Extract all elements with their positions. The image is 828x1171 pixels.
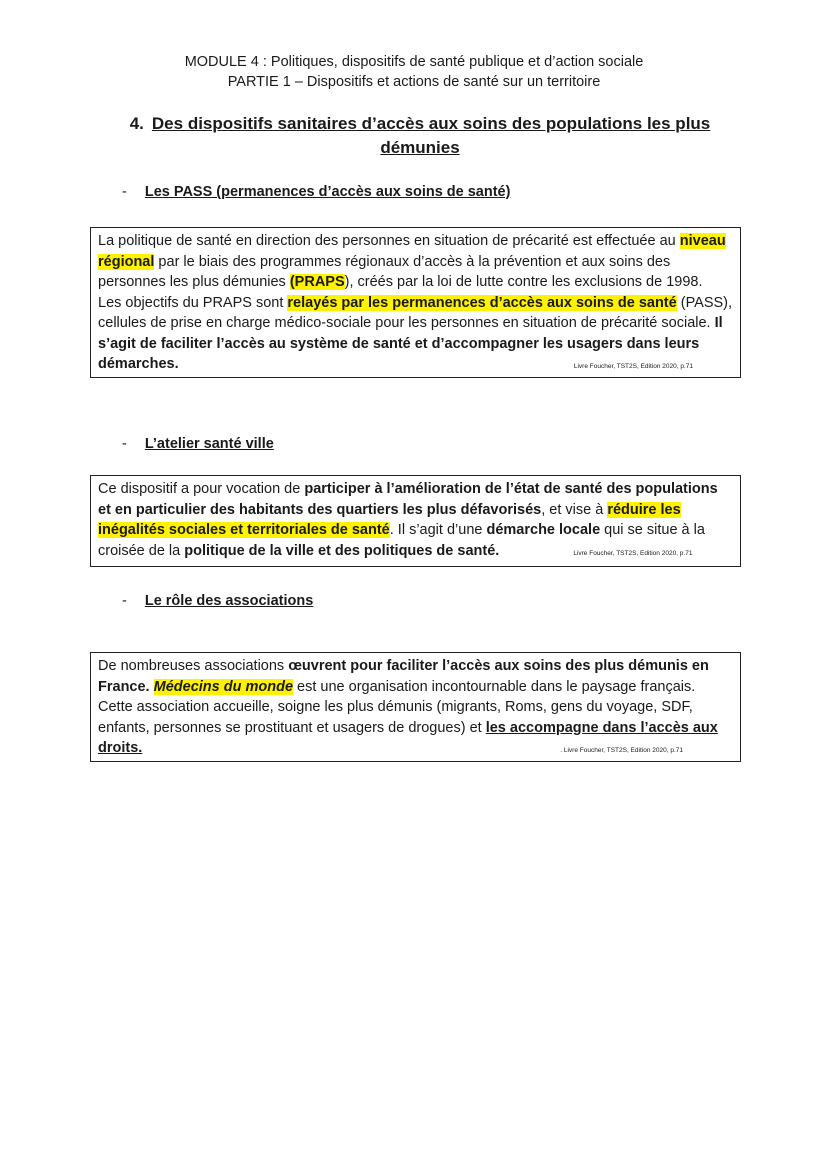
bullet-dash: - bbox=[122, 436, 127, 452]
bullet-dash: - bbox=[122, 184, 127, 200]
header-part-line: PARTIE 1 – Dispositifs et actions de santé sur un territoire bbox=[227, 74, 601, 90]
text-run: De nombreuses associations bbox=[98, 658, 289, 674]
bold-statement: œuvrent pour faciliter l’accès aux soins des plus démunis en France. bbox=[98, 658, 709, 695]
title-number: 4. bbox=[129, 114, 144, 133]
text-box-associations bbox=[90, 652, 741, 762]
title-line-1: Des dispositifs sanitaires d’accès aux soins des populations les plus bbox=[151, 114, 711, 133]
page-header bbox=[0, 52, 828, 92]
bullet-dash: - bbox=[122, 593, 127, 609]
bold-politique-ville: politique de la ville et des politiques de santé. bbox=[184, 542, 500, 559]
text-box-atelier bbox=[90, 475, 741, 567]
bold-statement: Il s’agit de faciliter l’accès au système de santé et d’accompagner les usagers dans leurs démarches. bbox=[98, 315, 723, 372]
text-run: Les objectifs du PRAPS sont bbox=[98, 294, 288, 311]
text-run: . Il s’agit d’une bbox=[389, 522, 487, 538]
page-title bbox=[120, 112, 720, 160]
text-box-pass bbox=[90, 227, 741, 378]
text-run: qui se situe à la croisée de la bbox=[98, 522, 705, 559]
highlight-inegalites: réduire les inégalités sociales et territoriales de santé bbox=[98, 501, 681, 538]
highlight-niveau-regional: niveau régional bbox=[98, 233, 726, 270]
section-heading-pass bbox=[122, 184, 510, 200]
text-run: ), créés par la loi de lutte contre les exclusions de 1998. bbox=[344, 274, 703, 290]
section-heading-atelier bbox=[122, 436, 274, 452]
text-run: est une organisation incontournable dans le paysage français. Cette association accueille, soigne les plus démunis (migrants, Roms, gens du voyage, SDF, enfants, personnes se prostituant et usagers de drogues) et bbox=[98, 678, 696, 736]
section-label: Les PASS (permanences d’accès aux soins de santé) bbox=[144, 184, 511, 200]
title-line-2: démunies bbox=[380, 138, 460, 157]
text-run: , et vise à bbox=[541, 501, 608, 518]
section-label: L’atelier santé ville bbox=[144, 436, 274, 452]
text-run: (PASS), cellules de prise en charge médico-sociale pour les personnes en situation de précarité sociale. bbox=[98, 294, 733, 331]
highlight-medecins-du-monde: Médecins du monde bbox=[153, 678, 294, 695]
text-run: La politique de santé en direction des personnes en situation de précarité est effectuée au bbox=[98, 233, 680, 249]
source-citation: Livre Foucher, TST2S, Edition 2020, p.71 bbox=[573, 549, 693, 557]
section-label: Le rôle des associations bbox=[144, 593, 314, 609]
text-run: par le biais des programmes régionaux d’accès à la prévention et aux soins des personnes les plus démunies bbox=[98, 253, 671, 290]
highlight-pass: relayés par les permanences d’accès aux soins de santé bbox=[287, 294, 677, 311]
text-run: Ce dispositif a pour vocation de bbox=[98, 481, 305, 497]
header-module-line: MODULE 4 : Politiques, dispositifs de santé publique et d’action sociale bbox=[184, 54, 644, 70]
section-heading-associations bbox=[122, 593, 313, 609]
source-citation: Livre Foucher, TST2S, Edition 2020, p.71 bbox=[573, 363, 693, 370]
bold-underline-acces-droits: les accompagne dans l’accès aux droits. bbox=[98, 719, 718, 756]
bold-demarche-locale: démarche locale bbox=[486, 522, 601, 538]
highlight-praps: (PRAPS bbox=[289, 274, 345, 290]
source-citation: . Livre Foucher, TST2S, Edition 2020, p.71 bbox=[560, 747, 683, 754]
bold-statement: participer à l’amélioration de l’état de santé des populations et en particulier des habitants des quartiers les plus défavorisés bbox=[98, 481, 718, 518]
